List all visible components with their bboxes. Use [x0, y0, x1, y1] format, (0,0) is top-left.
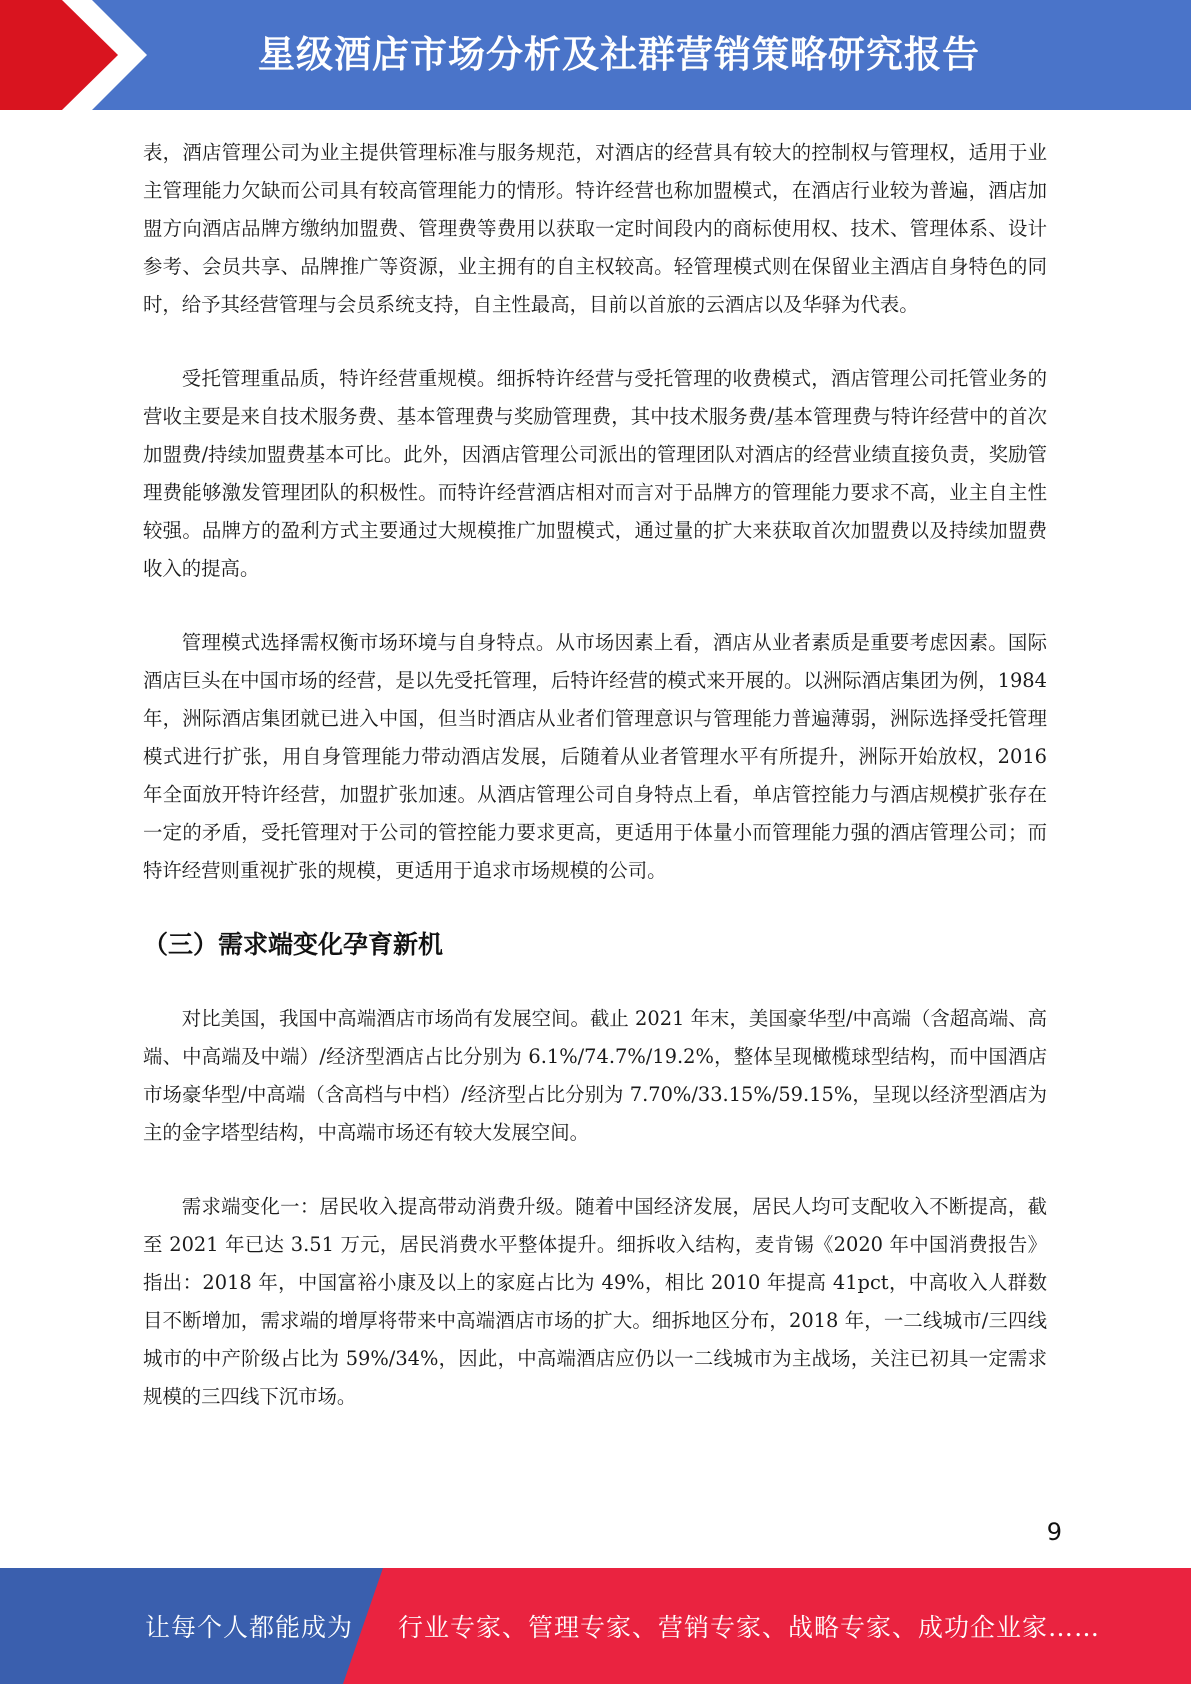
page-header	[0, 0, 1191, 110]
page-footer	[0, 1568, 1191, 1684]
footer-slogan-left: 让每个人都能成为	[145, 1613, 354, 1642]
body-paragraph: 管理模式选择需权衡市场环境与自身特点。从市场因素上看，酒店从业者素质是重要考虑因素。国际酒店巨头在中国市场的经营，是以先受托管理，后特许经营的模式来开展的。以洲际酒店集团为例，1984 年，洲际酒店集团就已进入中国，但当时酒店从业者们管理意识与管理能力普遍薄弱，洲际选择受托管理模式进行扩张，用自身管理能力带动酒店发展，后随着从业者管理水平有所提升，洲际开始放权，2016 年全面放开特许经营，加盟扩张加速。从酒店管理公司自身特点上看，单店管控能力与酒店规模扩张存在一定的矛盾，受托管理对于公司的管控能力要求更高，更适用于体量小而管理能力强的酒店管理公司；而特许经营则重视扩张的规模，更适用于追求市场规模的公司。	[143, 631, 1047, 882]
section-heading: （三）需求端变化孕育新机	[143, 930, 444, 959]
footer-slogan-right: 行业专家、管理专家、营销专家、战略专家、成功企业家……	[398, 1613, 1101, 1642]
body-paragraph: 受托管理重品质，特许经营重规模。细拆特许经营与受托管理的收费模式，酒店管理公司托管业务的营收主要是来自技术服务费、基本管理费与奖励管理费，其中技术服务费/基本管理费与特许经营中的首次加盟费/持续加盟费基本可比。此外，因酒店管理公司派出的管理团队对酒店的经营业绩直接负责，奖励管理费能够激发管理团队的积极性。而特许经营酒店相对而言对于品牌方的管理能力要求不高，业主自主性较强。品牌方的盈利方式主要通过大规模推广加盟模式，通过量的扩大来获取首次加盟费以及持续加盟费收入的提高。	[143, 367, 1047, 580]
body-paragraph: 需求端变化一：居民收入提高带动消费升级。随着中国经济发展，居民人均可支配收入不断提高，截至 2021 年已达 3.51 万元，居民消费水平整体提升。细拆收入结构，麦肯锡《2020 年中国消费报告》指出：2018 年，中国富裕小康及以上的家庭占比为 49%，相比 2010 年提高 41pct，中高收入人群数目不断增加，需求端的增厚将带来中高端酒店市场的扩大。细拆地区分布，2018 年，一二线城市/三四线城市的中产阶级占比为 59%/34%，因此，中高端酒店应仍以一二线城市为主战场，关注已初具一定需求规模的三四线下沉市场。	[143, 1195, 1047, 1408]
report-title: 星级酒店市场分析及社群营销策略研究报告	[258, 33, 980, 76]
header-chevron-logo	[0, 0, 160, 110]
body-paragraph: 表，酒店管理公司为业主提供管理标准与服务规范，对酒店的经营具有较大的控制权与管理权，适用于业主管理能力欠缺而公司具有较高管理能力的情形。特许经营也称加盟模式，在酒店行业较为普遍，酒店加盟方向酒店品牌方缴纳加盟费、管理费等费用以获取一定时间段内的商标使用权、技术、管理体系、设计参考、会员共享、品牌推广等资源，业主拥有的自主权较高。轻管理模式则在保留业主酒店自身特色的同时，给予其经营管理与会员系统支持，自主性最高，目前以首旅的云酒店以及华驿为代表。	[143, 141, 1047, 316]
page-content	[143, 134, 1047, 1452]
body-paragraph: 对比美国，我国中高端酒店市场尚有发展空间。截止 2021 年末，美国豪华型/中高端（含超高端、高端、中高端及中端）/经济型酒店占比分别为 6.1%/74.7%/19.2%，整体呈现橄榄球型结构，而中国酒店市场豪华型/中高端（含高档与中档）/经济型占比分别为 7.70%/33.15%/59.15%，呈现以经济型酒店为主的金字塔型结构，中高端市场还有较大发展空间。	[143, 1007, 1047, 1144]
page-number: 9	[1046, 1518, 1062, 1546]
